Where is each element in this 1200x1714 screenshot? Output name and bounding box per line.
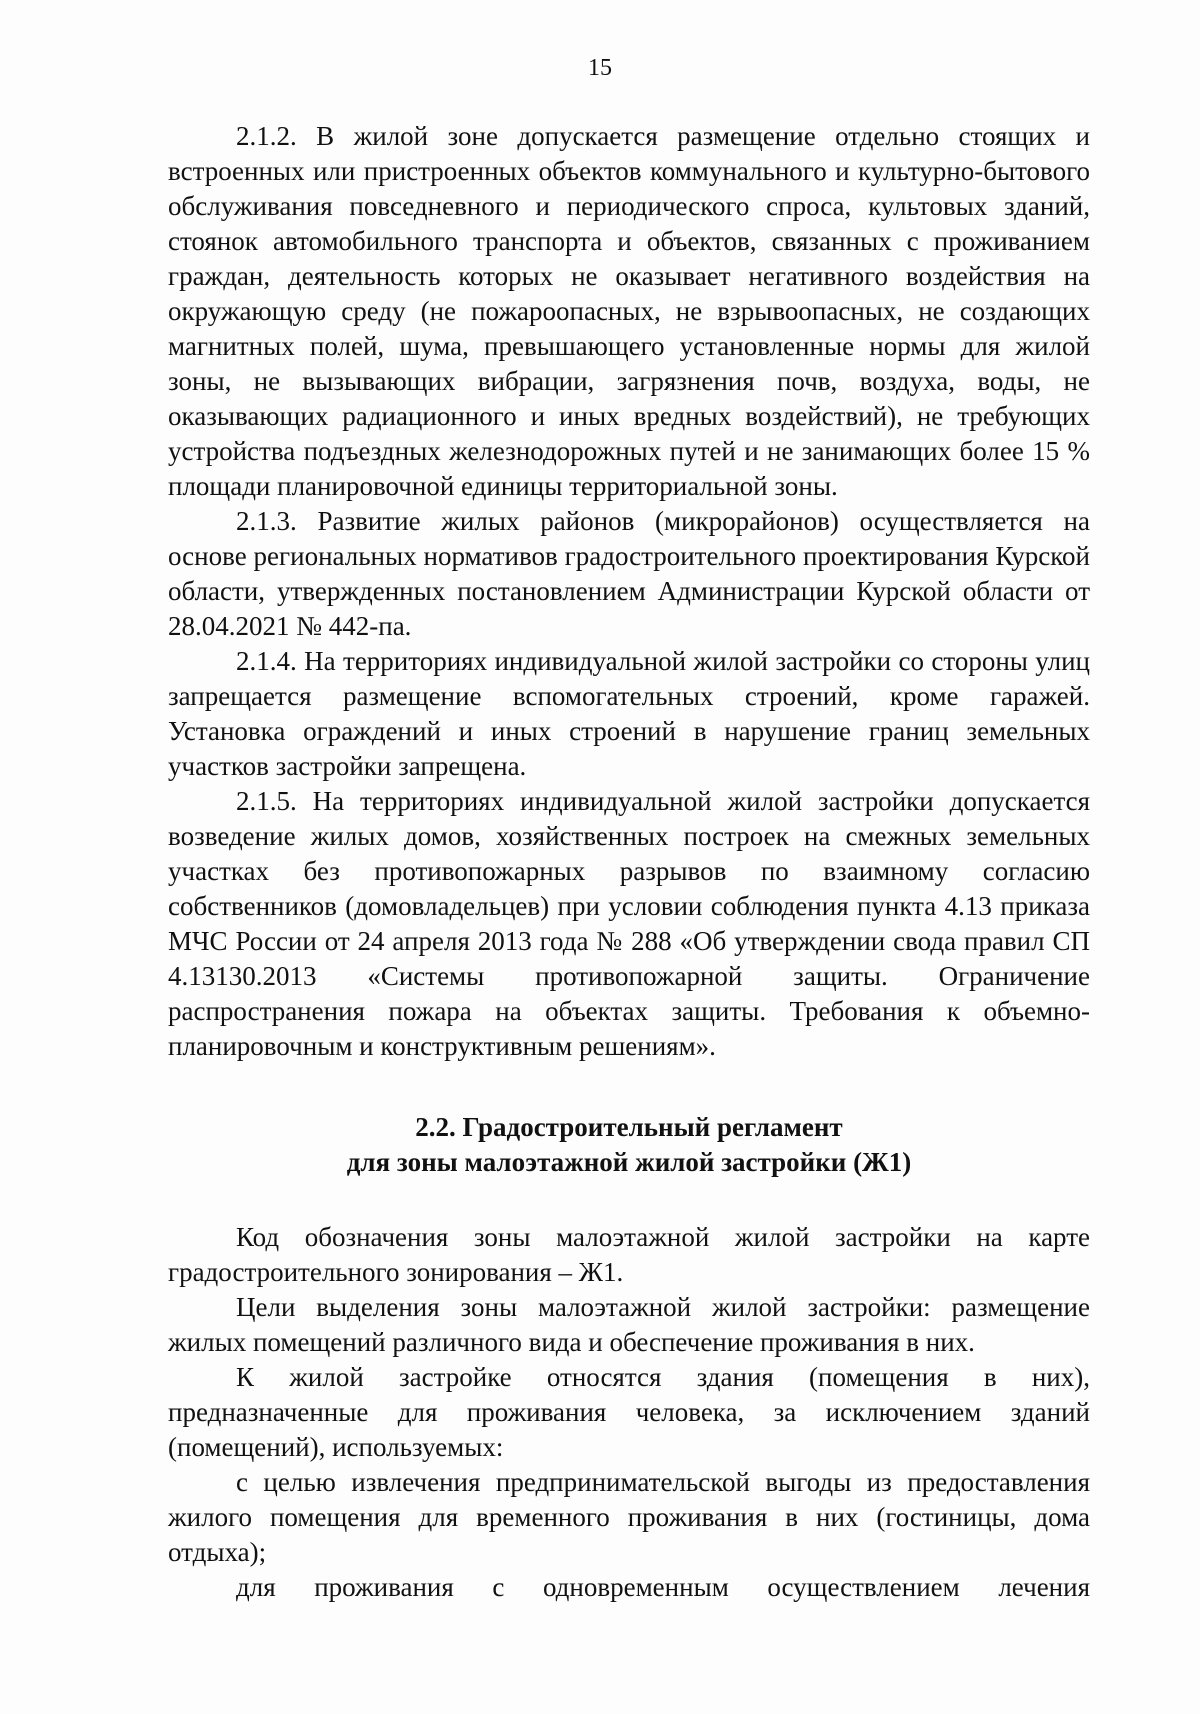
paragraph-2-1-4: 2.1.4. На территориях индивидуальной жилой застройки со стороны улиц запрещается размещение вспомогательных строений, кроме гаражей. Установка ограждений и иных строений в нарушение границ земельных участков застройки запрещена. xyxy=(168,646,1090,781)
paragraph-2-1-2: 2.1.2. В жилой зоне допускается размещение отдельно стоящих и встроенных или пристроенных объектов коммунального и культурно-бытового обслуживания повседневного и периодического спроса, культовых зданий, стоянок автомобильного транспорта и объектов, связанных с проживанием граждан, деятельность которых не оказывает негативного воздействия на окружающую среду (не пожароопасных, не взрывоопасных, не создающих магнитных полей, шума, превышающего установленные нормы для жилой зоны, не вызывающих вибрации, загрязнения почв, воздуха, воды, не оказывающих радиационного и иных вредных воздействий), не требующих устройства подъездных железнодорожных путей и не занимающих более 15 % площади планировочной единицы территориальной зоны. xyxy=(168,121,1090,501)
paragraph-zone-goals: Цели выделения зоны малоэтажной жилой застройки: размещение жилых помещений различного вида и обеспечение проживания в них. xyxy=(168,1292,1090,1357)
section-heading-line-2: для зоны малоэтажной жилой застройки (Ж1) xyxy=(346,1147,912,1177)
paragraph-residential-definition: К жилой застройке относятся здания (помещения в них), предназначенные для проживания человека, за исключением зданий (помещений), используемых: xyxy=(168,1362,1090,1462)
document-body xyxy=(168,119,1090,1605)
paragraph-zone-code: Код обозначения зоны малоэтажной жилой застройки на карте градостроительного зонирования – Ж1. xyxy=(168,1222,1090,1287)
paragraph-exception-commercial: с целью извлечения предпринимательской выгоды из предоставления жилого помещения для временного проживания в них (гостиницы, дома отдыха); xyxy=(168,1467,1090,1567)
page-number: 15 xyxy=(588,55,612,81)
paragraph-exception-treatment: для проживания с одновременным осуществлением лечения xyxy=(236,1572,1090,1602)
heading-spacer xyxy=(168,1180,1090,1220)
section-heading-line-1: 2.2. Градостроительный регламент xyxy=(415,1112,843,1142)
section-spacer xyxy=(168,1064,1090,1110)
paragraph-2-1-5: 2.1.5. На территориях индивидуальной жилой застройки допускается возведение жилых домов, хозяйственных построек на смежных земельных участках без противопожарных разрывов по взаимному согласию собственников (домовладельцев) при условии соблюдения пункта 4.13 приказа МЧС России от 24 апреля 2013 года № 288 «Об утверждении свода правил СП 4.13130.2013 «Системы противопожарной защиты. Ограничение распространения пожара на объектах защиты. Требования к объемно- планировочным и конструктивным решениям». xyxy=(168,786,1090,1061)
paragraph-2-1-3: 2.1.3. Развитие жилых районов (микрорайонов) осуществляется на основе региональных нормативов градостроительного проектирования Курской области, утвержденных постановлением Администрации Курской области от 28.04.2021 № 442-па. xyxy=(168,506,1090,641)
